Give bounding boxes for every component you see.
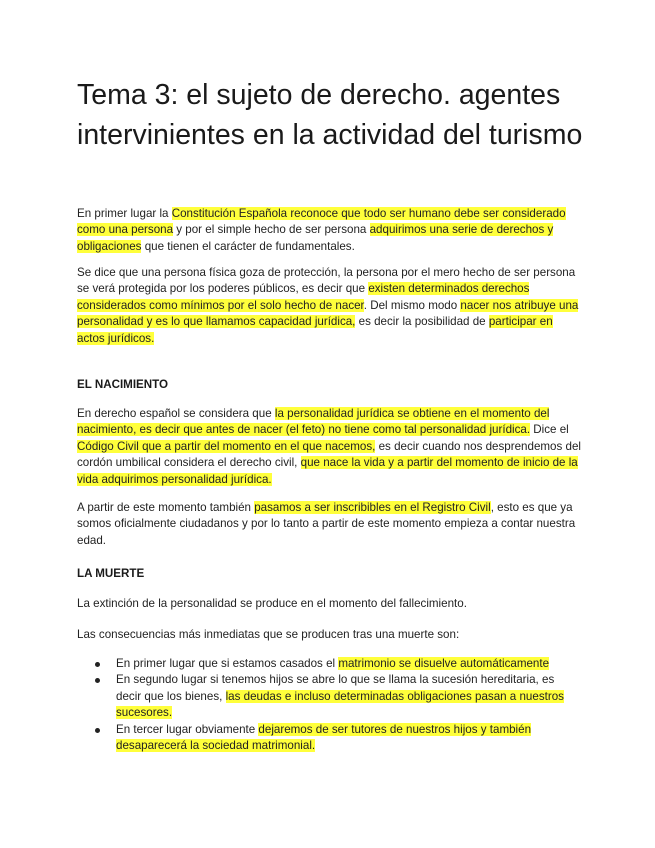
highlighted-text: nacer nos atribuye una personalidad y es lo que llamamos capacidad jurídica, <box>77 298 579 329</box>
list-item-text <box>116 657 549 670</box>
highlighted-text: existen determinados derechos considerados como mínimos por el solo hecho de nacer <box>77 282 530 312</box>
highlighted-text: las deudas e incluso determinadas obligaciones pasan a nuestros sucesores. <box>116 689 564 720</box>
text-run: es decir la posibilidad de <box>355 315 489 329</box>
text-run: , esto es que ya somos oficialmente ciudadanos y por lo tanto a partir de este momento empieza a contar nuestra edad. <box>77 501 576 547</box>
highlighted-text: Constitución Española reconoce que todo ser humano debe ser considerado como una persona <box>77 207 566 237</box>
list-item-text <box>116 723 531 752</box>
highlighted-text: que nace la vida y a partir del momento de inicio de la vida adquirimos personalidad jurídica. <box>77 456 578 486</box>
bullet-dot-icon <box>95 678 100 683</box>
text-run: Dice el <box>530 423 569 437</box>
highlighted-text: Código Civil que a partir del momento en el que nacemos, <box>77 439 376 453</box>
highlighted-text: la personalidad jurídica se obtiene en el momento del nacimiento, es decir que antes de nacer (el feto) no tiene como tal personalidad jurídica. <box>77 407 550 437</box>
document-title: Tema 3: el sujeto de derecho. agentes intervinientes en la actividad del turismo <box>77 79 583 151</box>
text-run: . Del mismo modo <box>363 298 461 312</box>
consequences-paragraph: Las consecuencias más inmediatas que se producen tras una muerte son: <box>77 628 460 641</box>
text-run: En tercer lugar obviamente <box>116 722 259 736</box>
highlighted-text: participar en actos jurídicos. <box>77 315 553 345</box>
list-item <box>77 722 582 755</box>
text-run: Se dice que una persona física goza de protección, la persona por el mero hecho de ser persona se verá protegida por los poderes públicos, es decir que <box>77 266 576 296</box>
text-run: En primer lugar la <box>77 207 172 220</box>
bullet-dot-icon <box>95 662 100 667</box>
heading-birth: EL NACIMIENTO <box>77 378 169 391</box>
list-item <box>77 672 582 721</box>
highlighted-text: pasamos a ser inscribibles en el Registro Civil <box>254 501 491 514</box>
highlighted-text: matrimonio se disuelve automáticamente <box>338 657 550 670</box>
text-run: En primer lugar que si estamos casados el <box>116 657 339 670</box>
text-run: y por el simple hecho de ser persona <box>173 223 370 237</box>
intro-paragraph <box>77 206 582 255</box>
highlighted-text: dejaremos de ser tutores de nuestros hijos y también desaparecerá la sociedad matrimonial. <box>116 722 532 753</box>
heading-death: LA MUERTE <box>77 567 145 580</box>
text-run: En segundo lugar si tenemos hijos se abre lo que se llama la sucesión hereditaria, es decir que los bienes, <box>116 673 555 703</box>
highlighted-text: adquirimos una serie de derechos y obligaciones <box>77 223 554 253</box>
list-item <box>77 656 582 672</box>
registry-paragraph <box>77 500 582 549</box>
text-run: que tienen el carácter de fundamentales. <box>141 239 355 253</box>
list-item-text <box>116 673 564 719</box>
text-run: es decir cuando nos desprendemos del cordón umbilical considera el derecho civil, <box>77 439 581 470</box>
extinction-paragraph: La extinción de la personalidad se produce en el momento del fallecimiento. <box>77 597 467 610</box>
text-run: A partir de este momento también <box>77 501 255 514</box>
protection-paragraph <box>77 265 582 347</box>
bullet-dot-icon <box>95 728 100 733</box>
text-run: En derecho español se considera que <box>77 407 275 420</box>
birth-paragraph <box>77 406 582 488</box>
consequences-list <box>77 656 582 754</box>
